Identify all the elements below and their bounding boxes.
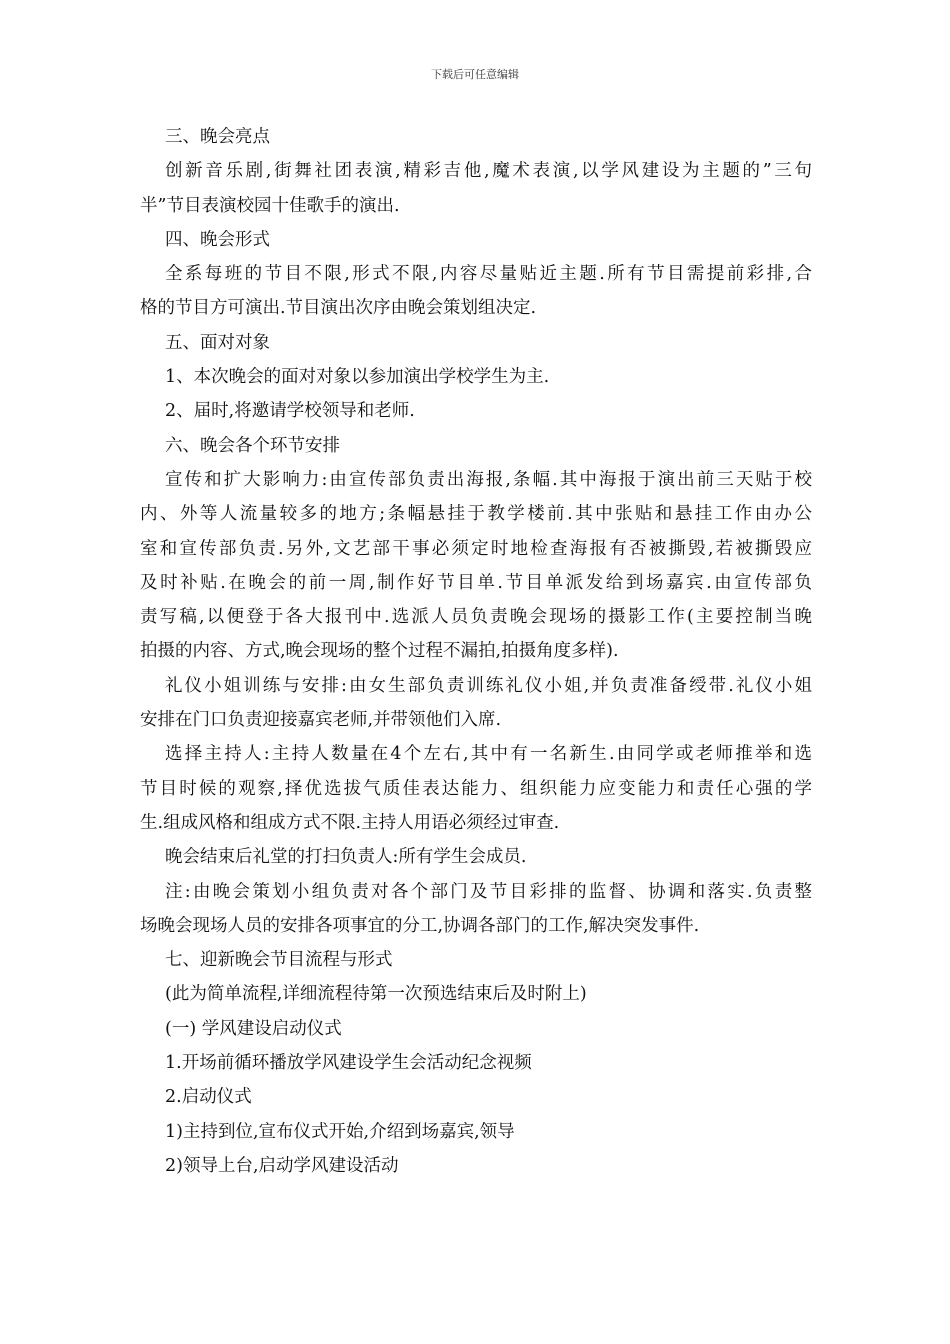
text-line: 责写稿,以便登于各大报刊中.选派人员负责晚会现场的摄影工作(主要控制当晚: [140, 607, 812, 628]
text-line: 1、本次晚会的面对对象以参加演出学校学生为主.: [165, 367, 550, 388]
text-line: 六、晚会各个环节安排: [165, 435, 340, 456]
text-line: (一) 学风建设启动仪式: [165, 1018, 342, 1039]
text-line: 选择主持人:主持人数量在4个左右,其中有一名新生.由同学或老师推举和选: [165, 744, 812, 765]
text-line: 2)领导上台,启动学风建设活动: [165, 1155, 399, 1176]
text-line: 场晚会现场人员的安排各项事宜的分工,协调各部门的工作,解决突发事件.: [140, 915, 700, 936]
text-line: 创新音乐剧,街舞社团表演,精彩吉他,魔术表演,以学风建设为主题的”三句: [165, 161, 812, 182]
text-line: 拍摄的内容、方式,晚会现场的整个过程不漏拍,拍摄角度多样).: [140, 641, 619, 662]
text-line: 七、迎新晚会节目流程与形式: [165, 950, 393, 971]
text-line: 四、晚会形式: [165, 229, 270, 250]
text-line: 注:由晚会策划小组负责对各个部门及节目彩排的监督、协调和落实.负责整: [165, 881, 812, 902]
text-line: 2、届时,将邀请学校领导和老师.: [165, 401, 415, 422]
text-line: 五、面对对象: [165, 332, 270, 353]
text-line: 宣传和扩大影响力:由宣传部负责出海报,条幅.其中海报于演出前三天贴于校: [165, 469, 812, 490]
text-line: 安排在门口负责迎接嘉宾老师,并带领他们入席.: [140, 710, 502, 731]
page-header: 下载后可任意编辑: [431, 68, 519, 81]
text-line: 1.开场前循环播放学风建设学生会活动纪念视频: [165, 1053, 532, 1074]
text-line: 2.启动仪式: [165, 1087, 252, 1108]
text-line: 半”节目表演校园十佳歌手的演出.: [140, 195, 400, 216]
text-line: 生.组成风格和组成方式不限.主持人用语必须经过审查.: [140, 812, 560, 833]
text-line: (此为简单流程,详细流程待第一次预选结束后及时附上): [165, 984, 587, 1005]
text-line: 格的节目方可演出.节目演出次序由晚会策划组决定.: [140, 298, 537, 319]
text-line: 三、晚会亮点: [165, 127, 270, 147]
text-line: 全系每班的节目不限,形式不限,内容尽量贴近主题.所有节目需提前彩排,合: [165, 264, 812, 285]
document-body: [140, 120, 812, 1183]
text-line: 晚会结束后礼堂的打扫负责人:所有学生会成员.: [165, 847, 527, 868]
text-line: 1)主持到位,宣布仪式开始,介绍到场嘉宾,领导: [165, 1121, 515, 1142]
text-line: 节目时候的观察,择优选拔气质佳表达能力、组织能力应变能力和责任心强的学: [140, 778, 812, 799]
text-line: 及时补贴.在晚会的前一周,制作好节目单.节目单派发给到场嘉宾.由宣传部负: [140, 572, 812, 593]
text-line: 礼仪小姐训练与安排:由女生部负责训练礼仪小姐,并负责准备绶带.礼仪小姐: [165, 675, 812, 696]
text-line: 内、外等人流量较多的地方;条幅悬挂于教学楼前.其中张贴和悬挂工作由办公: [140, 504, 812, 525]
text-line: 室和宣传部负责.另外,文艺部干事必须定时地检查海报有否被撕毁,若被撕毁应: [140, 538, 812, 559]
